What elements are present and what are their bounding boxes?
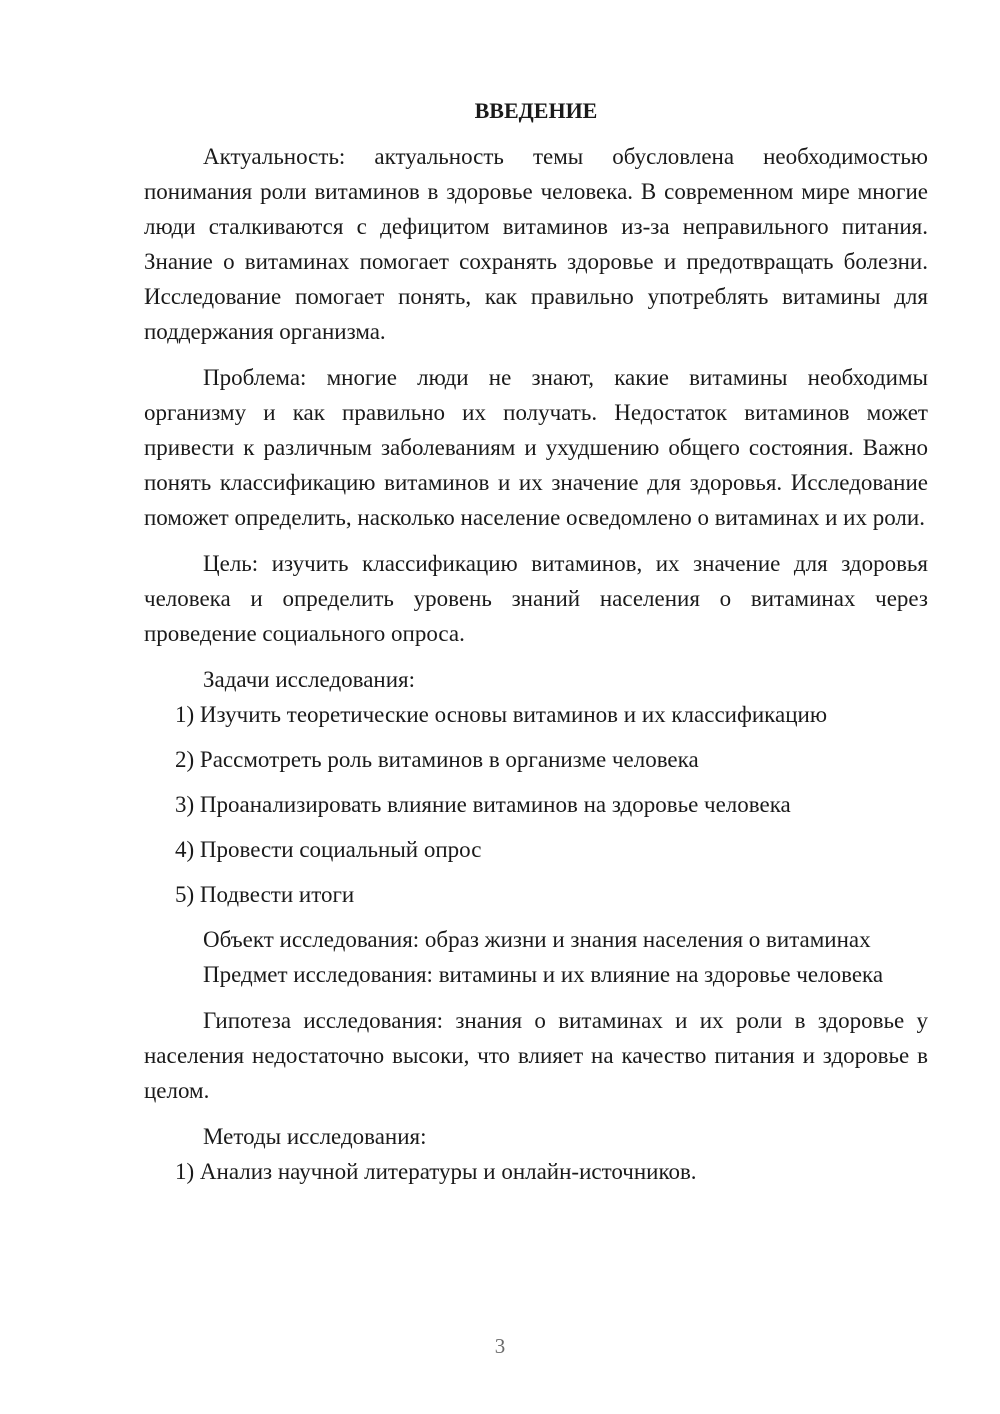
page-title: ВВЕДЕНИЕ — [474, 98, 598, 123]
object-paragraph: Объект исследования: образ жизни и знания населения о витаминах — [203, 927, 871, 952]
methods-heading: Методы исследования: — [203, 1124, 427, 1149]
method-item: 1) Анализ научной литературы и онлайн-источников. — [175, 1159, 697, 1184]
tasks-heading: Задачи исследования: — [203, 667, 416, 692]
relevance-paragraph: Актуальность: актуальность темы обусловлена необходимостью понимания роли витаминов в здоровье человека. В современном мире многие люди сталкиваются с дефицитом витаминов из-за неправильного питания. Знание о витаминах помогает сохранять здоровье и предотвращать болезни. Исследование помогает понять, как правильно употреблять витамины для поддержания организма. — [144, 144, 928, 344]
subject-paragraph: Предмет исследования: витамины и их влияние на здоровье человека — [203, 962, 884, 987]
page-number: 3 — [494, 1334, 506, 1358]
problem-paragraph: Проблема: многие люди не знают, какие витамины необходимы организму и как правильно их получать. Недостаток витаминов может привести к различным заболеваниям и ухудшению общего состояния. Важно понять классификацию витаминов и их значение для здоровья. Исследование поможет определить, насколько население осведомлено о витаминах и их роли. — [144, 365, 928, 530]
task-item: 4) Провести социальный опрос — [175, 837, 482, 862]
page-content — [144, 93, 928, 1189]
task-item: 5) Подвести итоги — [175, 882, 355, 907]
task-item: 3) Проанализировать влияние витаминов на здоровье человека — [175, 792, 791, 817]
task-item: 1) Изучить теоретические основы витаминов и их классификацию — [175, 702, 828, 727]
goal-paragraph: Цель: изучить классификацию витаминов, их значение для здоровья человека и определить уровень знаний населения о витаминах через проведение социального опроса. — [144, 551, 928, 646]
hypothesis-paragraph: Гипотеза исследования: знания о витаминах и их роли в здоровье у населения недостаточно высоки, что влияет на качество питания и здоровье в целом. — [144, 1008, 928, 1103]
task-item: 2) Рассмотреть роль витаминов в организме человека — [175, 747, 699, 772]
